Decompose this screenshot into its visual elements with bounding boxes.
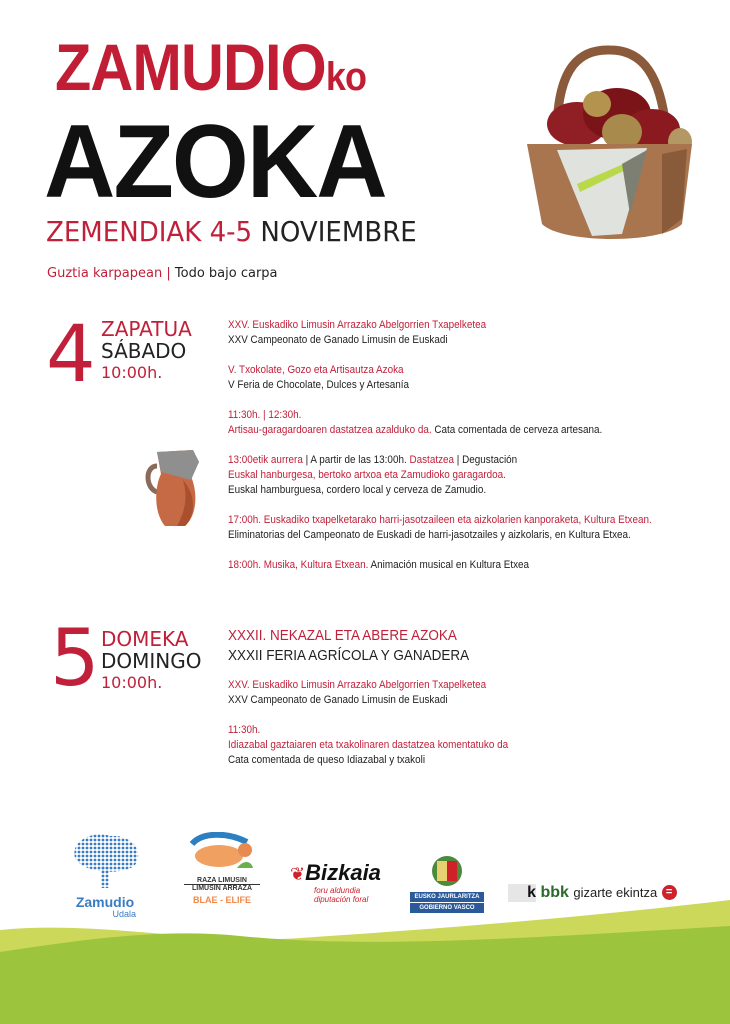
event-es: Euskal hamburguesa, cordero local y cerveza de Zamudio. (228, 484, 487, 496)
bizkaia-sub1: foru aldundia (314, 886, 361, 895)
event-eu: XXV. Euskadiko Limusin Arrazako Abelgorrien Txapelketea (228, 319, 487, 331)
event-eu: XXV. Euskadiko Limusin Arrazako Abelgorrien Txapelketea (228, 679, 487, 691)
subtitle-es: Todo bajo carpa (174, 266, 278, 281)
event-item (228, 363, 652, 393)
jug-illustration (143, 446, 205, 528)
event-item (228, 318, 652, 348)
subtitle-eu: Guztia karpapean (47, 266, 163, 281)
day-number-5: 5 (50, 614, 100, 704)
event-item (228, 558, 652, 573)
event-es: XXV Campeonato de Ganado Limusin de Euskadi (228, 334, 448, 346)
day-label-4 (101, 318, 192, 384)
event-item (228, 723, 508, 768)
event-item-featured (228, 626, 508, 666)
event-time: 11:30h. (228, 724, 261, 736)
gizarte-ekintza-icon: = (662, 885, 677, 900)
subtitle (47, 266, 278, 281)
title-azoka: AZOKA (44, 104, 386, 220)
zamudio-name: Zamudio (75, 894, 135, 910)
title-suffix: ko (325, 55, 367, 99)
dates-eu: ZEMENDIAK 4-5 (46, 215, 253, 248)
bizkaia-name: Bizkaia (305, 860, 381, 885)
events-day-5 (228, 626, 508, 783)
event-es: Cata comentada de cerveza artesana. (431, 424, 603, 436)
title-zamudioko (55, 30, 367, 104)
bizkaia-sub2: diputación foral (314, 895, 369, 904)
zamudio-sub: Udala (112, 909, 136, 919)
event-es: XXV Campeonato de Ganado Limusin de Euskadi (228, 694, 448, 706)
event-es: XXXII FERIA AGRÍCOLA Y GANADERA (228, 647, 470, 664)
eusko-line2: GOBIERNO VASCO (410, 903, 484, 913)
day-name-eu: DOMEKA (101, 627, 189, 651)
event-item (228, 678, 508, 708)
event-time-es: A partir de las 13:00h. (310, 454, 407, 466)
event-eu: 17:00h. Euskadiko txapelketarako harri-jasotzaileen eta aizkolarien kanporaketa, Kultura Etxean. (228, 514, 652, 526)
subtitle-separator: | (162, 266, 175, 281)
logo-bbk (508, 884, 690, 902)
event-tag-eu: Dastatzea (406, 454, 455, 466)
event-eu: Idiazabal gaztaiaren eta txakolinaren dastatzea komentatuko da (228, 739, 509, 751)
coat-of-arms-icon (427, 855, 467, 887)
day-name-es: DOMINGO (101, 649, 202, 673)
event-dates (46, 215, 417, 248)
day-number-4: 4 (46, 310, 96, 400)
limusin-line1: RAZA LIMUSIN (184, 877, 260, 885)
event-time-eu: 13:00etik aurrera (228, 454, 303, 466)
limusin-line3: BLAE - ELIFE (193, 895, 251, 905)
eusko-line1: EUSKO JAURLARITZA (410, 892, 484, 903)
event-es: Eliminatorias del Campeonato de Euskadi de harri-jasotzailes y aizkolaris, en Kultura Etxea. (228, 529, 631, 541)
logo-bizkaia (290, 860, 390, 904)
title-main: ZAMUDIO (55, 30, 326, 104)
day-name-es: SÁBADO (101, 339, 187, 363)
bbk-sub: gizarte ekintza (573, 885, 658, 900)
cow-icon (187, 832, 257, 872)
event-item (228, 513, 652, 543)
day-time: 10:00h. (101, 673, 163, 692)
event-eu: Euskal hanburgesa, bertoko artxoa eta Zamudioko garagardoa. (228, 469, 506, 481)
event-eu: V. Txokolate, Gozo eta Artisautza Azoka (228, 364, 404, 376)
oak-leaf-icon: ❦ (290, 864, 306, 884)
event-es: Animación musical en Kultura Etxea (368, 559, 530, 571)
event-eu: 18:00h. Musika, Kultura Etxean. (228, 559, 369, 571)
events-day-4 (228, 318, 652, 588)
tree-icon (65, 830, 145, 890)
logo-zamudio (62, 830, 148, 919)
event-tag-es: Degustación (462, 454, 518, 466)
event-eu: XXXII. NEKAZAL ETA ABERE AZOKA (228, 627, 457, 644)
day-label-5 (101, 628, 202, 694)
event-eu: Artisau-garagardoaren dastatzea azalduko da. (228, 424, 432, 436)
event-es: Cata comentada de queso Idiazabal y txakoli (228, 754, 426, 766)
logo-limusin (184, 832, 260, 905)
event-es: V Feria de Chocolate, Dulces y Artesanía (228, 379, 410, 391)
kutxabank-k-icon: k (508, 884, 536, 902)
event-item (228, 453, 652, 498)
logo-eusko-jaurlaritza (410, 855, 484, 913)
event-time: 11:30h. | 12:30h. (228, 409, 302, 421)
limusin-line2: LIMUSIN ARRAZA (191, 885, 252, 892)
day-name-eu: ZAPATUA (101, 317, 192, 341)
day-time: 10:00h. (101, 363, 163, 382)
dates-es: NOVIEMBRE (260, 215, 417, 248)
bbk-name: bbk (540, 884, 569, 901)
separator: | (454, 454, 463, 466)
event-item (228, 408, 652, 438)
basket-illustration (522, 44, 702, 244)
separator: | (302, 454, 311, 466)
